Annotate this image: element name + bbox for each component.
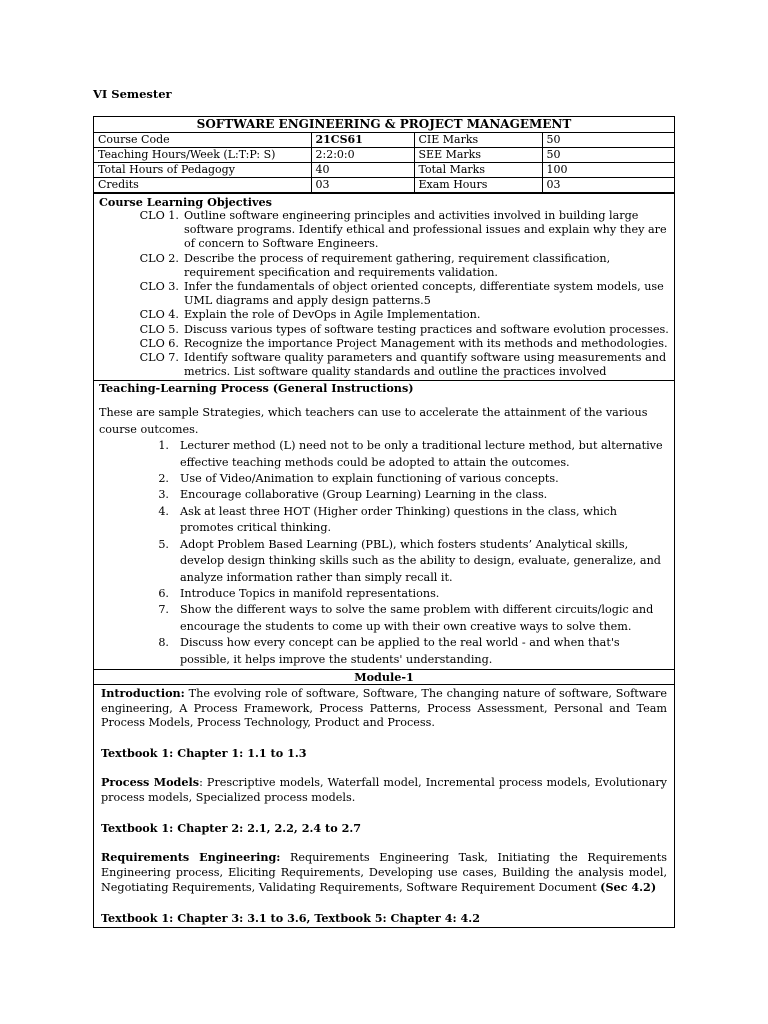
objective-text: Infer the fundamentals of object oriented concepts, differentiate system models, use UML diagrams and apply design patterns.5 (184, 280, 664, 308)
teaching-item (99, 537, 669, 586)
objective-item (99, 351, 669, 379)
teaching-item (99, 602, 669, 635)
teaching-item-number: 3. (158, 488, 169, 502)
info-label: Course Code (94, 133, 311, 148)
info-row (94, 163, 674, 178)
objective-item (99, 252, 669, 280)
course-info-table (94, 133, 674, 193)
objective-code: CLO 2. (139, 251, 179, 265)
teaching-item (99, 504, 669, 537)
objective-text: Explain the role of DevOps in Agile Implementation. (184, 308, 481, 322)
objective-code: CLO 7. (139, 351, 179, 365)
objective-text: Describe the process of requirement gathering, requirement classification, requirement specification and requirements validation. (184, 251, 611, 279)
introduction-text: The evolving role of software, Software, The changing nature of software, Software engineering, A Process Framework, Process Patterns, Process Assessment, Personal and Team Process Models, Process Technology, Product and Process. (101, 686, 667, 730)
objective-code: CLO 3. (139, 280, 179, 294)
teaching-item (99, 487, 669, 503)
info-label: Exam Hours (414, 178, 542, 193)
teaching-item-text: Ask at least three HOT (Higher order Thinking) questions in the class, which promotes critical thinking. (180, 504, 617, 535)
teaching-item-text: Adopt Problem Based Learning (PBL), which fosters students’ Analytical skills, develop design thinking skills such as the ability to design, evaluate, generalize, and analyze information rather than simply recall it. (180, 537, 661, 584)
info-row (94, 148, 674, 163)
teaching-item (99, 438, 669, 471)
process-models-text: : Prescriptive models, Waterfall model, Incremental process models, Evolutionary process models, Specialized process models. (101, 776, 667, 804)
objective-item (99, 209, 669, 252)
info-value: 40 (311, 163, 414, 178)
info-row (94, 133, 674, 148)
objectives-list (99, 209, 669, 379)
objective-text: Recognize the importance Project Management with its methods and methodologies. (184, 336, 668, 350)
objective-text: Outline software engineering principles and activities involved in building large software programs. Identify ethical and professional issues and explain why they are of concern to Software Engineers. (184, 209, 667, 251)
introduction-paragraph (101, 686, 667, 731)
requirements-text: Requirements Engineering Task, Initiating the Requirements Engineering process, Eliciting Requirements, Developing use cases, Building the analysis model, Negotiating Requirements, Validating Requirements, Software Requirement Document (101, 851, 667, 895)
objectives-section (94, 193, 674, 380)
objective-item (99, 337, 669, 351)
introduction-label: Introduction: (101, 685, 185, 700)
teaching-item-number: 7. (158, 603, 169, 617)
objective-item (99, 323, 669, 337)
textbook-ref-3: Textbook 1: Chapter 3: 3.1 to 3.6, Textbook 5: Chapter 4: 4.2 (101, 910, 480, 925)
info-label: Total Marks (414, 163, 542, 178)
objective-text: Discuss various types of software testing practices and software evolution processes. (184, 322, 669, 336)
info-label: Credits (94, 178, 311, 193)
objective-text: Identify software quality parameters and quantify software using measurements and metrics. List software quality standards and outline the practices involved (184, 351, 667, 379)
semester-heading: VI Semester (93, 87, 172, 101)
teaching-list (99, 438, 669, 668)
teaching-item-number: 2. (158, 472, 169, 486)
process-models-label: Process Models (101, 775, 200, 790)
info-label: SEE Marks (414, 148, 542, 163)
info-value: 21CS61 (311, 133, 414, 148)
info-value: 50 (542, 133, 674, 148)
teaching-item-text: Encourage collaborative (Group Learning) Learning in the class. (180, 488, 548, 502)
teaching-intro: These are sample Strategies, which teachers can use to accelerate the attainment of the various course outcomes. (99, 406, 648, 436)
teaching-item (99, 586, 669, 602)
objective-item (99, 280, 669, 308)
teaching-item (99, 471, 669, 487)
module-title: Module-1 (94, 669, 674, 684)
teaching-item-number: 5. (158, 537, 169, 551)
textbook-ref-1: Textbook 1: Chapter 1: 1.1 to 1.3 (101, 745, 307, 760)
objective-item (99, 308, 669, 322)
textbook-ref-2: Textbook 1: Chapter 2: 2.1, 2.2, 2.4 to 2.7 (101, 820, 362, 835)
course-title: SOFTWARE ENGINEERING & PROJECT MANAGEMENT (94, 117, 674, 133)
requirements-label: Requirements Engineering: (101, 850, 281, 865)
teaching-item-text: Discuss how every concept can be applied to the real world - and when that's possible, it helps improve the students' understanding. (180, 636, 620, 666)
info-value: 50 (542, 148, 674, 163)
info-label: Teaching Hours/Week (L:T:P: S) (94, 148, 311, 163)
teaching-item-text: Use of Video/Animation to explain functioning of various concepts. (180, 472, 559, 486)
objective-code: CLO 1. (139, 209, 179, 222)
process-models-paragraph (101, 775, 667, 805)
teaching-item-number: 1. (158, 439, 169, 453)
teaching-item-number: 8. (158, 636, 169, 650)
info-value: 100 (542, 163, 674, 178)
info-value: 03 (542, 178, 674, 193)
syllabus-document (93, 116, 675, 928)
objectives-heading: Course Learning Objectives (99, 195, 272, 209)
info-value: 03 (311, 178, 414, 193)
objective-code: CLO 5. (139, 322, 179, 336)
teaching-section (94, 380, 674, 669)
info-label: CIE Marks (414, 133, 542, 148)
info-row (94, 178, 674, 193)
objective-code: CLO 4. (139, 308, 179, 322)
teaching-item-number: 4. (158, 504, 169, 518)
teaching-item-text: Lecturer method (L) need not to be only a traditional lecture method, but alternative effective teaching methods could be adopted to attain the outcomes. (180, 439, 663, 469)
teaching-item-text: Show the different ways to solve the same problem with different circuits/logic and encourage the students to come up with their own creative ways to solve them. (180, 603, 654, 633)
teaching-item-number: 6. (158, 586, 169, 600)
module-body (94, 684, 674, 928)
info-value: 2:2:0:0 (311, 148, 414, 163)
teaching-item (99, 635, 669, 668)
requirements-paragraph (101, 850, 667, 896)
info-label: Total Hours of Pedagogy (94, 163, 311, 178)
teaching-heading: Teaching-Learning Process (General Instructions) (99, 381, 414, 396)
objective-code: CLO 6. (139, 336, 179, 350)
requirements-section-ref: (Sec 4.2) (600, 880, 657, 895)
teaching-item-text: Introduce Topics in manifold representations. (180, 586, 440, 600)
